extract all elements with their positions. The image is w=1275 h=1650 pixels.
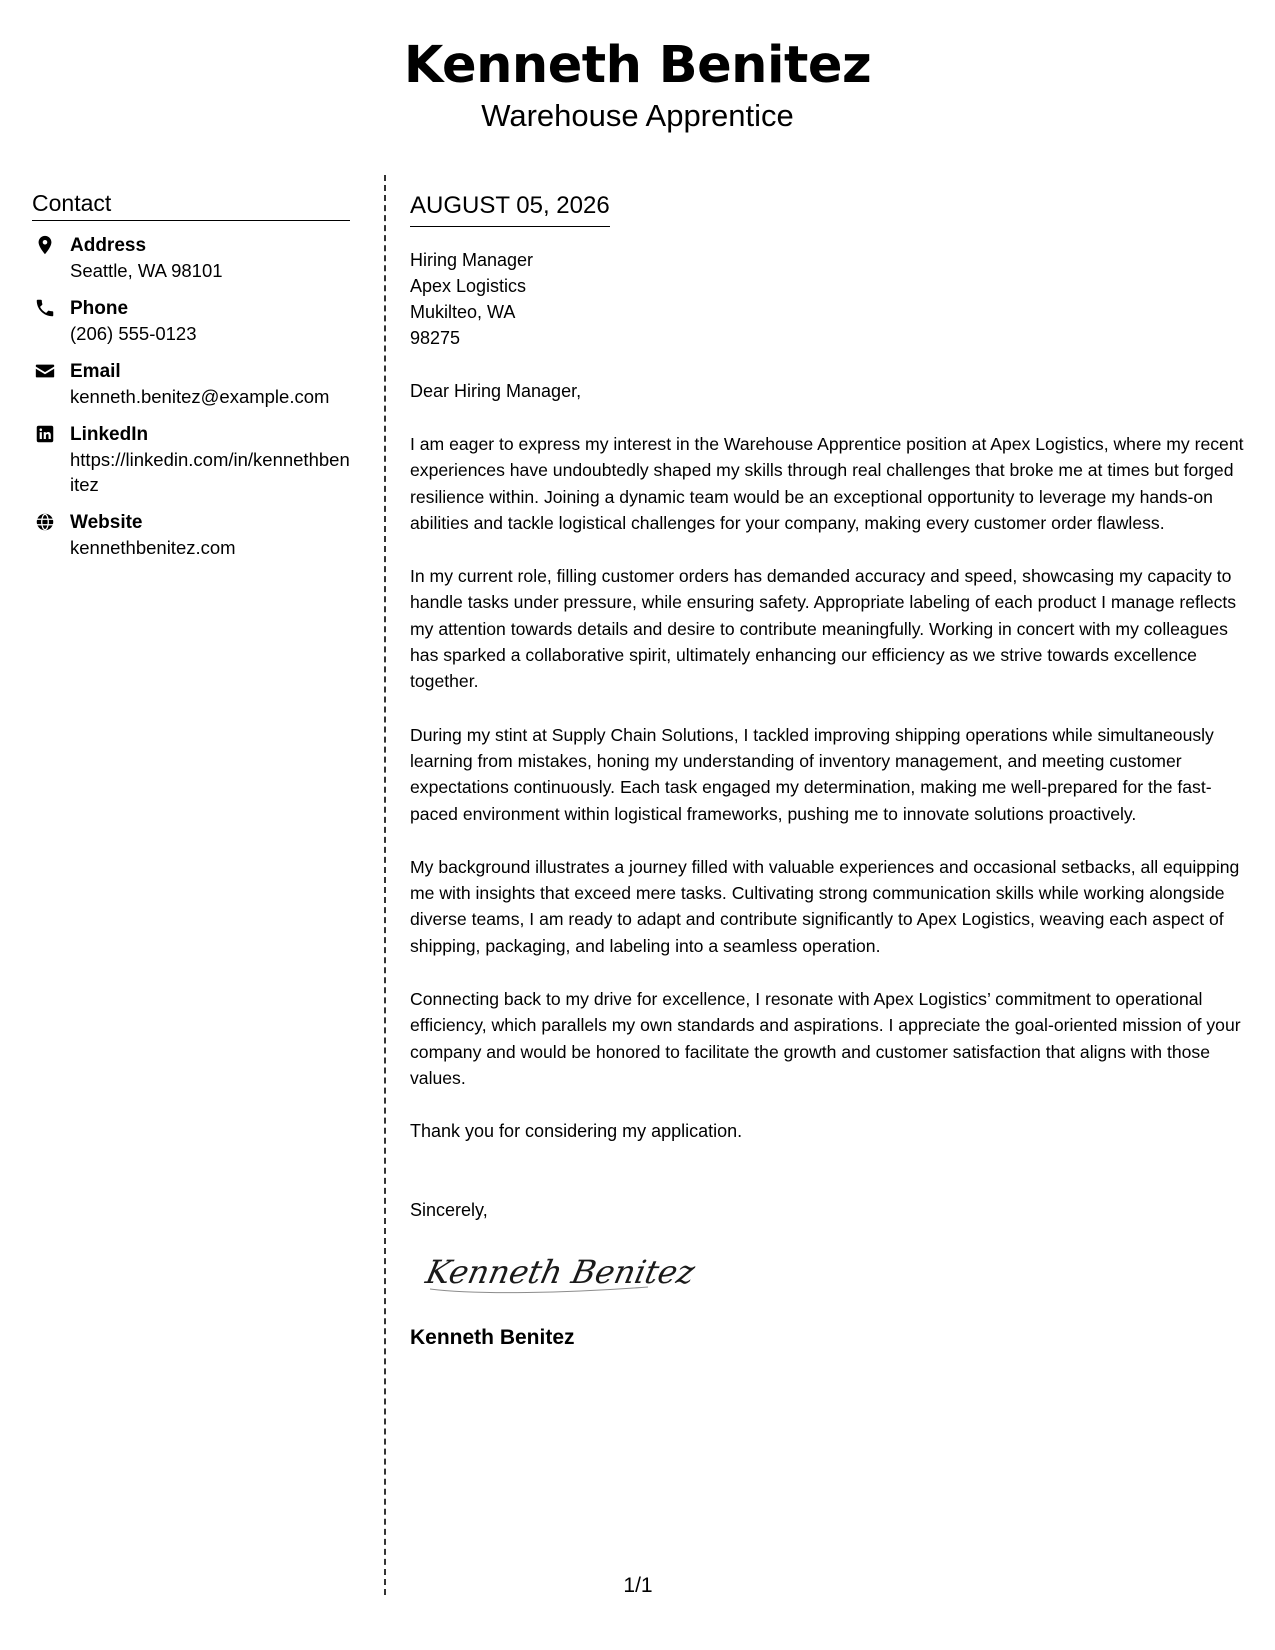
contact-label: LinkedIn	[70, 424, 149, 445]
letter-header	[0, 36, 1275, 136]
contact-label: Email	[70, 361, 121, 382]
body-paragraph: During my stint at Supply Chain Solutions, I tackled improving shipping operations while simultaneously learning from mistakes, honing my understanding of inventory management, and meeting customer expectations continuously. Each task engaged my determination, making me well-prepared for the fast-paced environment within logistical frameworks, pushing me to innovate solutions proactively.	[410, 724, 1214, 824]
recipient-block	[410, 247, 1255, 351]
body-paragraph: Connecting back to my drive for excellence, I resonate with Apex Logistics’ commitment to operational efficiency, which parallels my own standards and aspirations. I appreciate the goal-oriented mission of your company and would be honored to facilitate the growth and customer satisfaction that aligns with those values.	[410, 989, 1241, 1088]
envelope-icon	[34, 360, 56, 382]
column-divider	[384, 175, 386, 1595]
contact-item-linkedin	[32, 422, 350, 497]
recipient-line: 98275	[410, 328, 461, 348]
body-paragraph: My background illustrates a journey filled with valuable experiences and occasional setbacks, all equipping me with insights that exceed mere tasks. Cultivating strong communication skills while working alongside diverse teams, I am ready to adapt and contribute significantly to Apex Logistics, weaving each aspect of shipping, packaging, and labeling into a seamless operation.	[410, 856, 1240, 956]
map-pin-icon	[34, 234, 56, 256]
contact-label: Website	[70, 512, 143, 533]
applicant-name: Kenneth Benitez	[403, 36, 872, 95]
signer-name: Kenneth Benitez	[410, 1326, 575, 1350]
recipient-line: Apex Logistics	[410, 276, 527, 296]
signature-text: Kenneth Benitez	[422, 1253, 699, 1292]
contact-item-website	[32, 510, 350, 560]
contact-item-phone	[32, 296, 350, 346]
recipient-line: Hiring Manager	[410, 250, 534, 270]
salutation: Dear Hiring Manager,	[410, 381, 582, 401]
contact-label: Address	[70, 235, 147, 256]
contact-item-email	[32, 359, 350, 409]
page-indicator: 1/1	[623, 1574, 653, 1597]
contact-value: kennethbenitez.com	[70, 537, 236, 558]
phone-icon	[34, 297, 56, 319]
contact-sidebar	[32, 188, 350, 573]
recipient-line: Mukilteo, WA	[410, 302, 516, 322]
body-paragraph: I am eager to express my interest in the Warehouse Apprentice position at Apex Logistics, where my recent experiences have undoubtedly shaped my skills through real challenges that broke me at times but forged resilience within. Joining a dynamic team would be an exceptional opportunity to leverage my hands-on abilities and tackle logistical challenges for your company, making every customer order flawless.	[410, 434, 1244, 533]
contact-value: Seattle, WA 98101	[70, 260, 223, 281]
letter-body	[410, 190, 1255, 1352]
contact-value: https://linkedin.com/in/kennethbenitez	[70, 449, 350, 495]
linkedin-icon	[34, 423, 56, 445]
signature-image	[418, 1237, 699, 1307]
contact-heading: Contact	[32, 188, 350, 221]
globe-icon	[34, 511, 56, 533]
contact-value: kenneth.benitez@example.com	[70, 386, 330, 407]
contact-item-address	[32, 233, 350, 283]
signoff: Sincerely,	[410, 1200, 488, 1221]
letter-date: AUGUST 05, 2026	[410, 190, 610, 227]
closing-line: Thank you for considering my application.	[410, 1121, 743, 1142]
body-paragraph: In my current role, filling customer orders has demanded accuracy and speed, showcasing my capacity to handle tasks under pressure, while ensuring safety. Appropriate labeling of each product I manage reflects my attention towards details and desire to contribute meaningfully. Working in concert with my colleagues has sparked a collaborative spirit, ultimately enhancing our efficiency as we strive towards excellence together.	[410, 566, 1237, 692]
contact-label: Phone	[70, 298, 129, 319]
contact-list	[32, 233, 350, 560]
contact-value: (206) 555-0123	[70, 323, 197, 344]
applicant-title: Warehouse Apprentice	[481, 98, 794, 133]
